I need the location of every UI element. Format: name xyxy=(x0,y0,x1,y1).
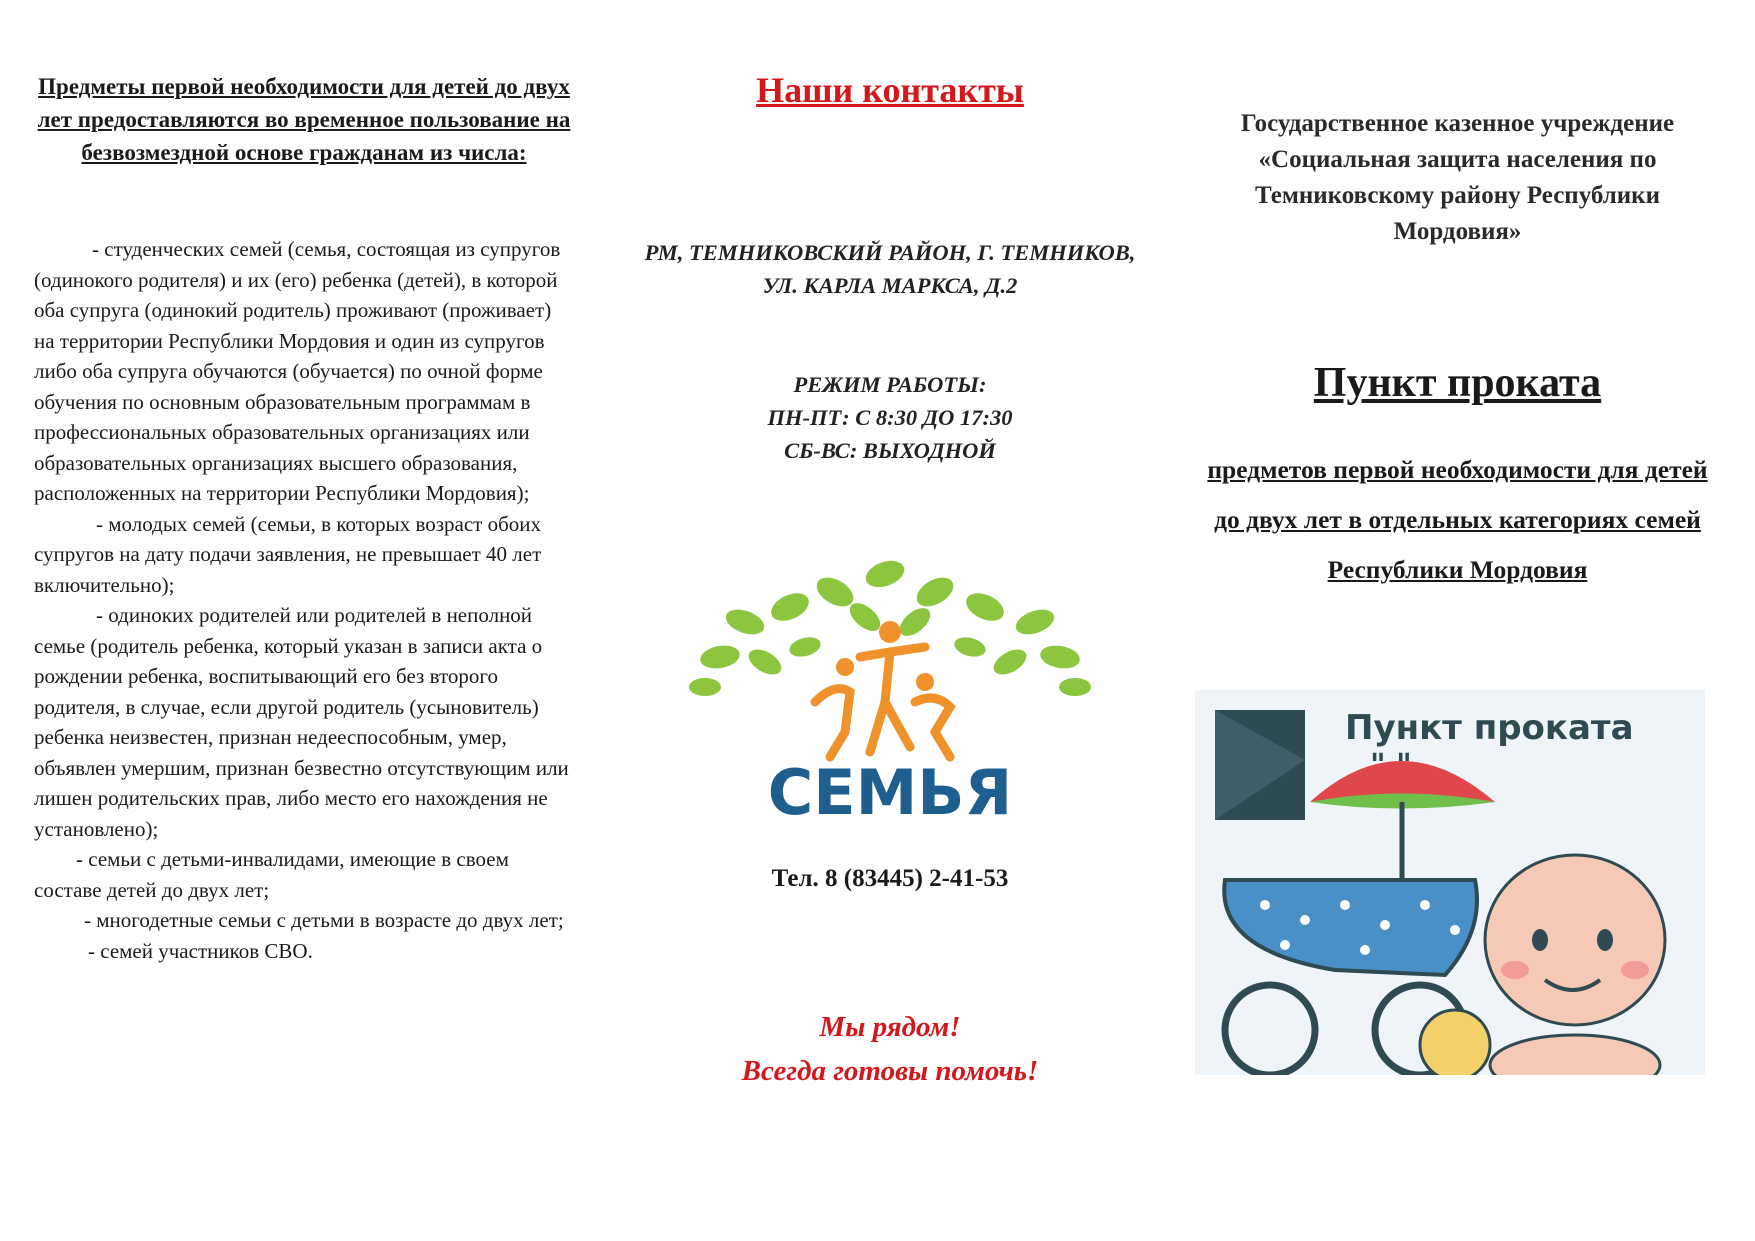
schedule-title: РЕЖИМ РАБОТЫ: xyxy=(793,372,987,397)
schedule-weekdays: ПН-ПТ: С 8:30 ДО 17:30 xyxy=(767,405,1013,430)
eligibility-heading: Предметы первой необходимости для детей до двух лет предоставляются во временное пользование на безвозмездной основе гражданам из числа: xyxy=(37,74,571,165)
eligibility-list xyxy=(34,234,574,966)
slogan xyxy=(640,1005,1140,1093)
main-title: Пункт проката xyxy=(1313,360,1602,406)
logo-text: СЕМЬЯ xyxy=(767,756,1013,827)
address-line: РМ, ТЕМНИКОВСКИЙ РАЙОН, Г. ТЕМНИКОВ, xyxy=(644,240,1136,265)
left-column xyxy=(34,0,574,1241)
list-item: - семей участников СВО. xyxy=(88,938,313,963)
slogan-line: Мы рядом! xyxy=(819,1011,961,1043)
illustration-subtitle: " " xyxy=(1370,748,1412,783)
slogan-line: Всегда готовы помочь! xyxy=(741,1055,1039,1087)
phone-number: Тел. 8 (83445) 2-41-53 xyxy=(771,865,1009,892)
list-item: - многодетные семьи с детьми в возрасте до двух лет; xyxy=(84,908,564,932)
address-line: УЛ. КАРЛА МАРКСА, Д.2 xyxy=(762,273,1018,298)
family-figures-icon xyxy=(815,621,950,757)
work-schedule xyxy=(640,368,1140,467)
organization-name: Государственное казенное учреждение «Социальная защита населения по Темниковскому району Республики Мордовия» xyxy=(1240,110,1675,245)
right-column xyxy=(1195,0,1720,1241)
list-item: - молодых семей (семьи, в которых возраст обоих супругов на дату подачи заявления, не превышает 40 лет включительно); xyxy=(34,511,542,597)
list-item: - семьи с детьми-инвалидами, имеющие в своем составе детей до двух лет; xyxy=(34,847,509,902)
schedule-weekend: СБ-ВС: ВЫХОДНОЙ xyxy=(784,438,996,463)
contacts-title: Наши контакты xyxy=(756,70,1024,110)
ball-icon xyxy=(1420,1010,1490,1075)
address xyxy=(640,236,1140,302)
family-logo xyxy=(685,552,1095,827)
subtitle: предметов первой необходимости для детей до двух лет в отдельных категориях семей Республики Мордовия xyxy=(1207,455,1708,584)
middle-column xyxy=(640,0,1140,1241)
rental-illustration xyxy=(1195,690,1705,1075)
illustration-title: Пункт проката xyxy=(1345,708,1634,748)
list-item: - студенческих семей (семья, состоящая из супругов (одинокого родителя) и их (его) ребенка (детей), в которой оба супруга (одинокий родитель) проживают (проживает) на территории Республики Мордовия и один из супругов либо оба супруга обучаются (обучается) по очной форме обучения по основным образовательным программам в профессиональных образовательных организациях или образовательных организациях высшего образования, расположенных на территории Республики Мордовия); xyxy=(34,237,561,505)
list-item: - одиноких родителей или родителей в неполной семье (родитель ребенка, который указан в записи акта о рождении ребенка, воспитывающий его без второго родителя, в случае, если другой родитель (усыновитель) ребенка неизвестен, признан недееспособным, умер, объявлен умершим, признан безвестно отсутствующим или лишен родительских прав, либо место его нахождения не установлено); xyxy=(34,603,569,841)
